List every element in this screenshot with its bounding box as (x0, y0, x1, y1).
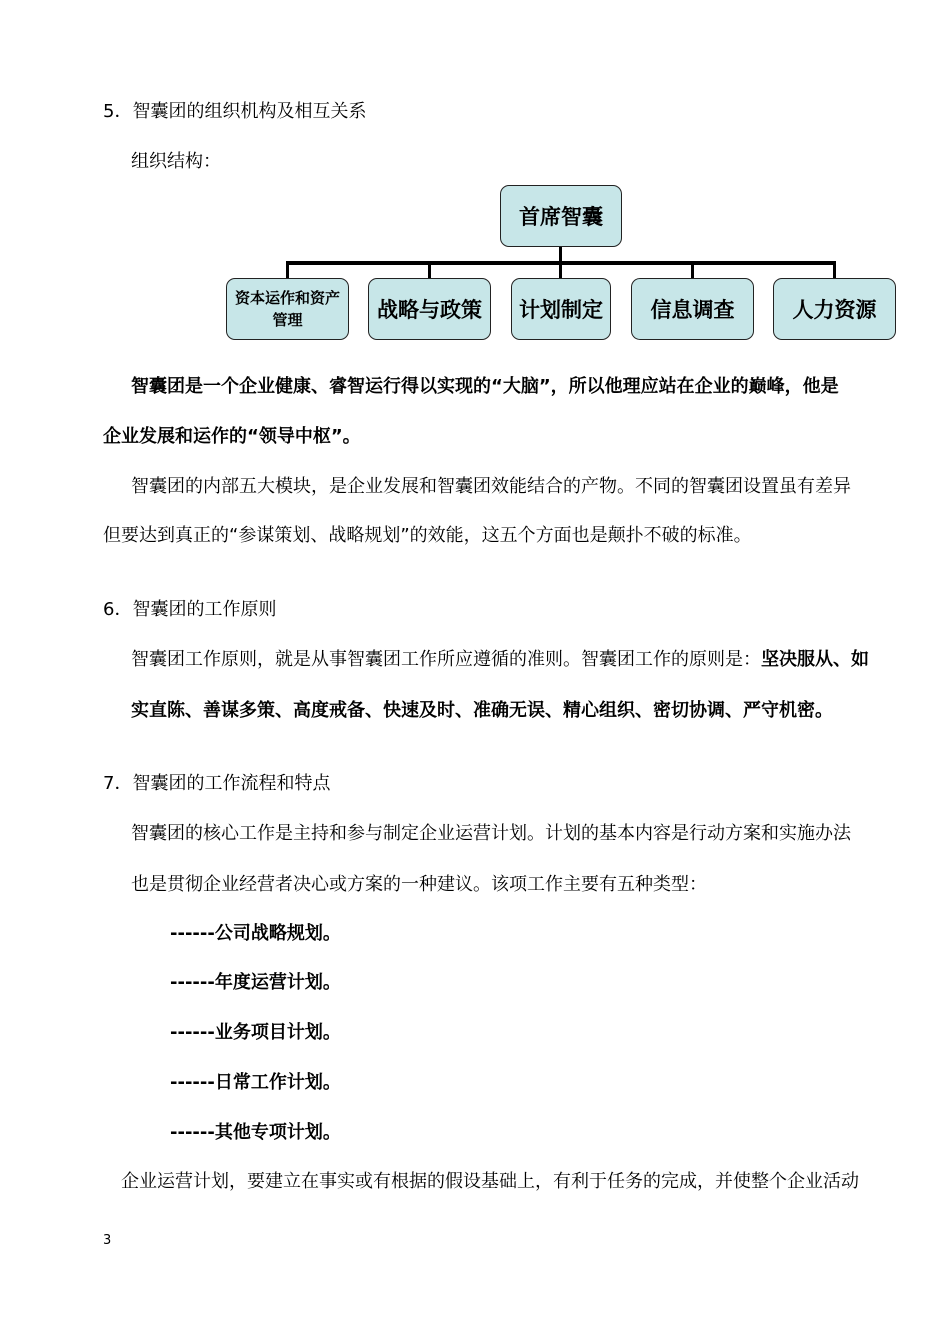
plan-type-item: ------其他专项计划。 (170, 1122, 341, 1143)
org-chart (220, 180, 910, 350)
workflow-line-2: 也是贯彻企业经营者决心或方案的一种建议。该项工作主要有五种类型： (131, 874, 707, 895)
child-connector-4 (691, 261, 694, 278)
org-child-hr: 人力资源 (773, 278, 896, 340)
paragraph-2-line-2: 但要达到真正的“参谋策划、战略规划”的效能，这五个方面也是颠扑不破的标准。 (103, 525, 752, 546)
principles-bold-start: 坚决服从、如 (761, 649, 869, 670)
principles-line-2: 实直陈、善谋多策、高度戒备、快速及时、准确无误、精心组织、密切协调、严守机密。 (131, 700, 833, 721)
operations-plan-line-1: 企业运营计划，要建立在事实或有根据的假设基础上，有利于任务的完成，并使整个企业活动 (121, 1171, 859, 1192)
workflow-line-1: 智囊团的核心工作是主持和参与制定企业运营计划。计划的基本内容是行动方案和实施办法 (131, 823, 851, 844)
org-child-capital: 资本运作和资产管理 (226, 278, 349, 340)
child-connector-5 (833, 261, 836, 278)
org-child-information: 信息调查 (631, 278, 754, 340)
paragraph-2-line-1: 智囊团的内部五大模块，是企业发展和智囊团效能结合的产物。不同的智囊团设置虽有差异 (131, 476, 851, 497)
principles-line-1 (131, 648, 869, 672)
page-number: 3 (103, 1233, 112, 1248)
plan-type-item: ------业务项目计划。 (170, 1022, 341, 1043)
root-connector (559, 246, 562, 262)
org-structure-label: 组织结构： (131, 151, 221, 172)
plan-type-item: ------日常工作计划。 (170, 1072, 341, 1093)
child-connector-1 (286, 261, 289, 278)
org-child-strategy: 战略与政策 (368, 278, 491, 340)
bold-paragraph-line-1: 智囊团是一个企业健康、睿智运行得以实现的“大脑”，所以他理应站在企业的巅峰，他是 (131, 376, 839, 397)
child-connector-2 (428, 261, 431, 278)
bold-paragraph-line-2: 企业发展和运作的“领导中枢”。 (103, 426, 361, 447)
section-5-heading: 5．智囊团的组织机构及相互关系 (103, 101, 367, 122)
principles-intro: 智囊团工作原则，就是从事智囊团工作所应遵循的准则。智囊团工作的原则是： (131, 649, 761, 670)
plan-type-item: ------年度运营计划。 (170, 972, 341, 993)
org-root-box: 首席智囊 (500, 185, 622, 247)
child-connector-3 (559, 261, 562, 278)
section-6-heading: 6．智囊团的工作原则 (103, 599, 277, 620)
org-child-planning: 计划制定 (511, 278, 611, 340)
plan-type-item: ------公司战略规划。 (170, 923, 341, 944)
section-7-heading: 7．智囊团的工作流程和特点 (103, 773, 331, 794)
